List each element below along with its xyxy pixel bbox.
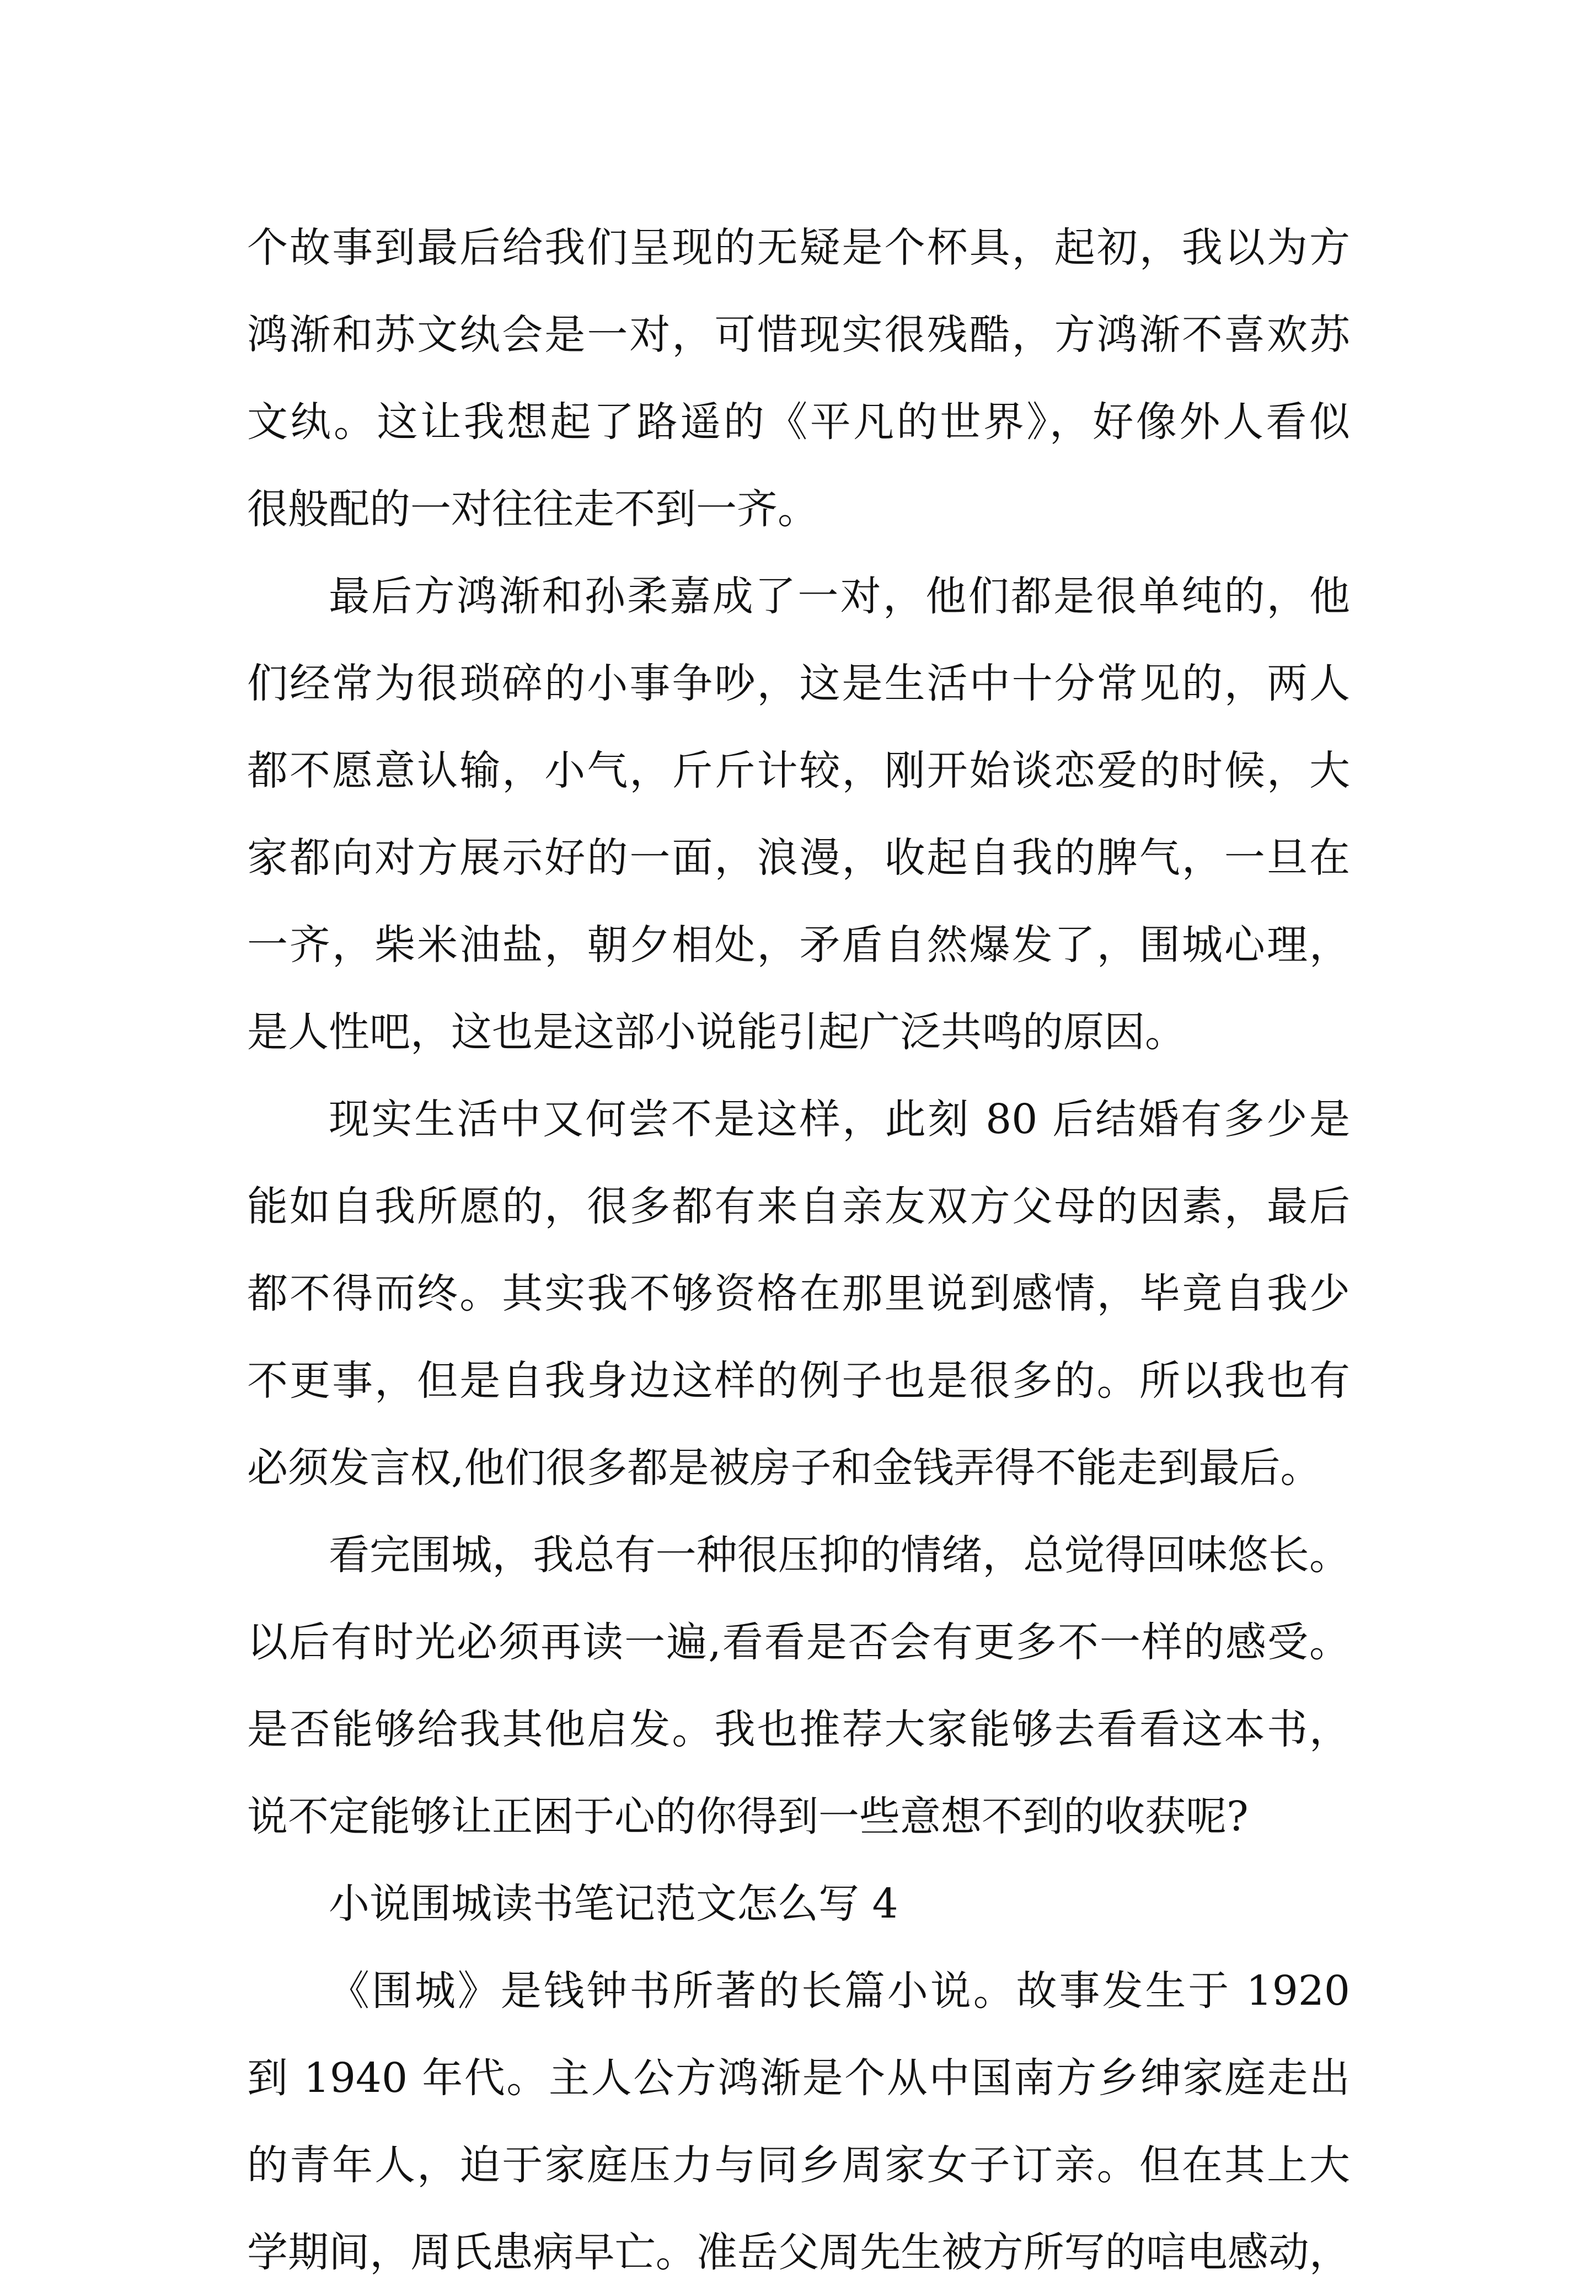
- text-line: 鸿渐和苏文纨会是一对，可惜现实很残酷，方鸿渐不喜欢苏: [247, 311, 1350, 359]
- text-line: 必须发言权,他们很多都是被房子和金钱弄得不能走到最后。: [247, 1444, 1321, 1492]
- section-heading: [247, 1860, 1350, 1947]
- text-line: 文纨。这让我想起了路遥的《平凡的世界》，好像外人看似: [247, 398, 1350, 446]
- text-line: 现实生活中又何尝不是这样，此刻 80 后结婚有多少是: [329, 1096, 1350, 1143]
- text-line: 很般配的一对往往走不到一齐。: [247, 485, 818, 533]
- text-line: 的青年人，迫于家庭压力与同乡周家女子订亲。但在其上大: [247, 2142, 1350, 2189]
- text-line: 最后方鸿渐和孙柔嘉成了一对，他们都是很单纯的，他: [329, 573, 1350, 620]
- text-line: 们经常为很琐碎的小事争吵，这是生活中十分常见的，两人: [247, 660, 1350, 707]
- text-line: 看完围城，我总有一种很压抑的情绪，总觉得回味悠长。: [329, 1531, 1350, 1579]
- text-line: 都不得而终。其实我不够资格在那里说到感情，毕竟自我少: [247, 1270, 1350, 1317]
- text-line: 能如自我所愿的，很多都有来自亲友双方父母的因素，最后: [247, 1183, 1350, 1230]
- text-line: 学期间，周氏患病早亡。准岳父周先生被方所写的唁电感动，: [247, 2229, 1350, 2276]
- paragraph: [247, 204, 1350, 553]
- text-line: 说不定能够让正困于心的你得到一些意想不到的收获呢?: [247, 1793, 1249, 1840]
- text-line: 都不愿意认输，小气，斤斤计较，刚开始谈恋爱的时候，大: [247, 747, 1350, 794]
- paragraph: [247, 1512, 1350, 1860]
- text-line: 以后有时光必须再读一遍,看看是否会有更多不一样的感受。: [247, 1619, 1350, 1666]
- text-line: 《围城》是钱钟书所著的长篇小说。故事发生于 1920: [329, 1967, 1350, 2015]
- document-body: [247, 204, 1350, 2296]
- text-line: 家都向对方展示好的一面，浪漫，收起自我的脾气，一旦在: [247, 834, 1350, 882]
- section-heading-text: 小说围城读书笔记范文怎么写 4: [329, 1880, 898, 1927]
- text-line: 到 1940 年代。主人公方鸿渐是个从中国南方乡绅家庭走出: [247, 2054, 1350, 2102]
- text-line: 是人性吧，这也是这部小说能引起广泛共鸣的原因。: [247, 1008, 1186, 1056]
- text-line: 一齐，柴米油盐，朝夕相处，矛盾自然爆发了，围城心理，: [247, 921, 1350, 969]
- text-line: 个故事到最后给我们呈现的无疑是个杯具，起初，我以为方: [247, 224, 1350, 271]
- paragraph: [247, 1947, 1350, 2296]
- text-line: 不更事，但是自我身边这样的例子也是很多的。所以我也有: [247, 1357, 1350, 1405]
- paragraph: [247, 553, 1350, 1076]
- text-line: 是否能够给我其他启发。我也推荐大家能够去看看这本书，: [247, 1706, 1350, 1753]
- paragraph: [247, 1076, 1350, 1512]
